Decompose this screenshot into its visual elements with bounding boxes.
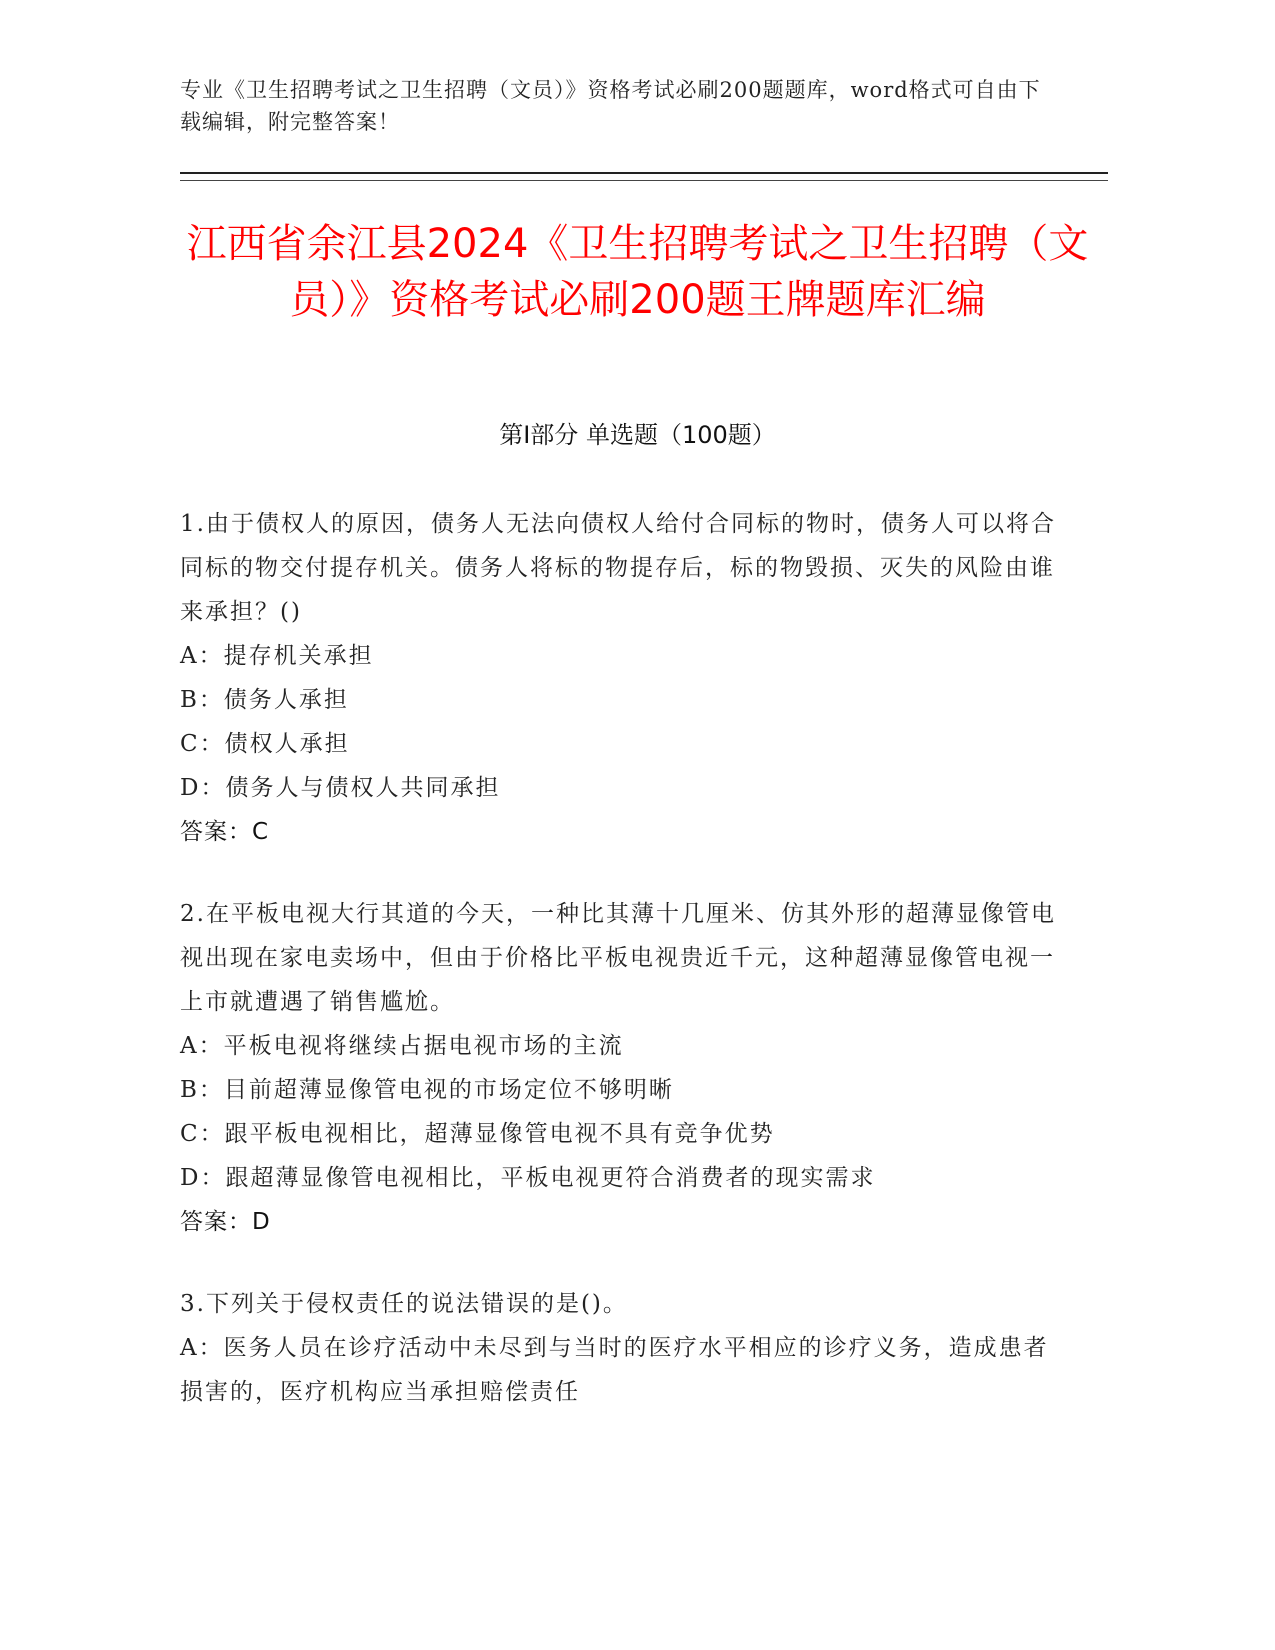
- header-divider-thick: [180, 172, 1108, 174]
- question-list: [180, 502, 1060, 1452]
- option-d: D：债务人与债权人共同承担: [180, 775, 501, 801]
- section-title: 第Ⅰ部分 单选题（100题）: [499, 421, 776, 449]
- question-3: [180, 1282, 1060, 1414]
- answer-line: 答案：C: [180, 819, 270, 845]
- question-stem: 2.在平板电视大行其道的今天，一种比其薄十几厘米、仿其外形的超薄显像管电视出现在家电卖场中，但由于价格比平板电视贵近千元，这种超薄显像管电视一上市就遭遇了销售尴尬。: [180, 901, 1056, 1015]
- option-a: A：平板电视将继续占据电视市场的主流: [180, 1033, 624, 1059]
- option-c: C：跟平板电视相比，超薄显像管电视不具有竞争优势: [180, 1121, 775, 1147]
- question-stem: 1.由于债权人的原因，债务人无法向债权人给付合同标的物时，债务人可以将合同标的物交付提存机关。债务人将标的物提存后，标的物毁损、灭失的风险由谁来承担？(): [180, 511, 1056, 625]
- question-1: [180, 502, 1060, 854]
- header-note: 专业《卫生招聘考试之卫生招聘（文员）》资格考试必刷200题题库，word格式可自由下载编辑，附完整答案！: [180, 78, 1041, 134]
- option-d: D：跟超薄显像管电视相比，平板电视更符合消费者的现实需求: [180, 1165, 876, 1191]
- option-a: A：提存机关承担: [180, 643, 374, 669]
- header-divider-thin: [180, 180, 1108, 181]
- option-a: A：医务人员在诊疗活动中未尽到与当时的医疗水平相应的诊疗义务，造成患者损害的，医疗机构应当承担赔偿责任: [180, 1335, 1049, 1405]
- option-c: C：债权人承担: [180, 731, 350, 757]
- question-stem: 3.下列关于侵权责任的说法错误的是()。: [180, 1291, 628, 1317]
- answer-line: 答案：D: [180, 1209, 271, 1235]
- option-b: B：目前超薄显像管电视的市场定位不够明晰: [180, 1077, 674, 1103]
- document-title: 江西省余江县2024《卫生招聘考试之卫生招聘（文员）》资格考试必刷200题王牌题库汇编: [186, 221, 1089, 323]
- question-2: [180, 892, 1060, 1244]
- option-b: B：债务人承担: [180, 687, 349, 713]
